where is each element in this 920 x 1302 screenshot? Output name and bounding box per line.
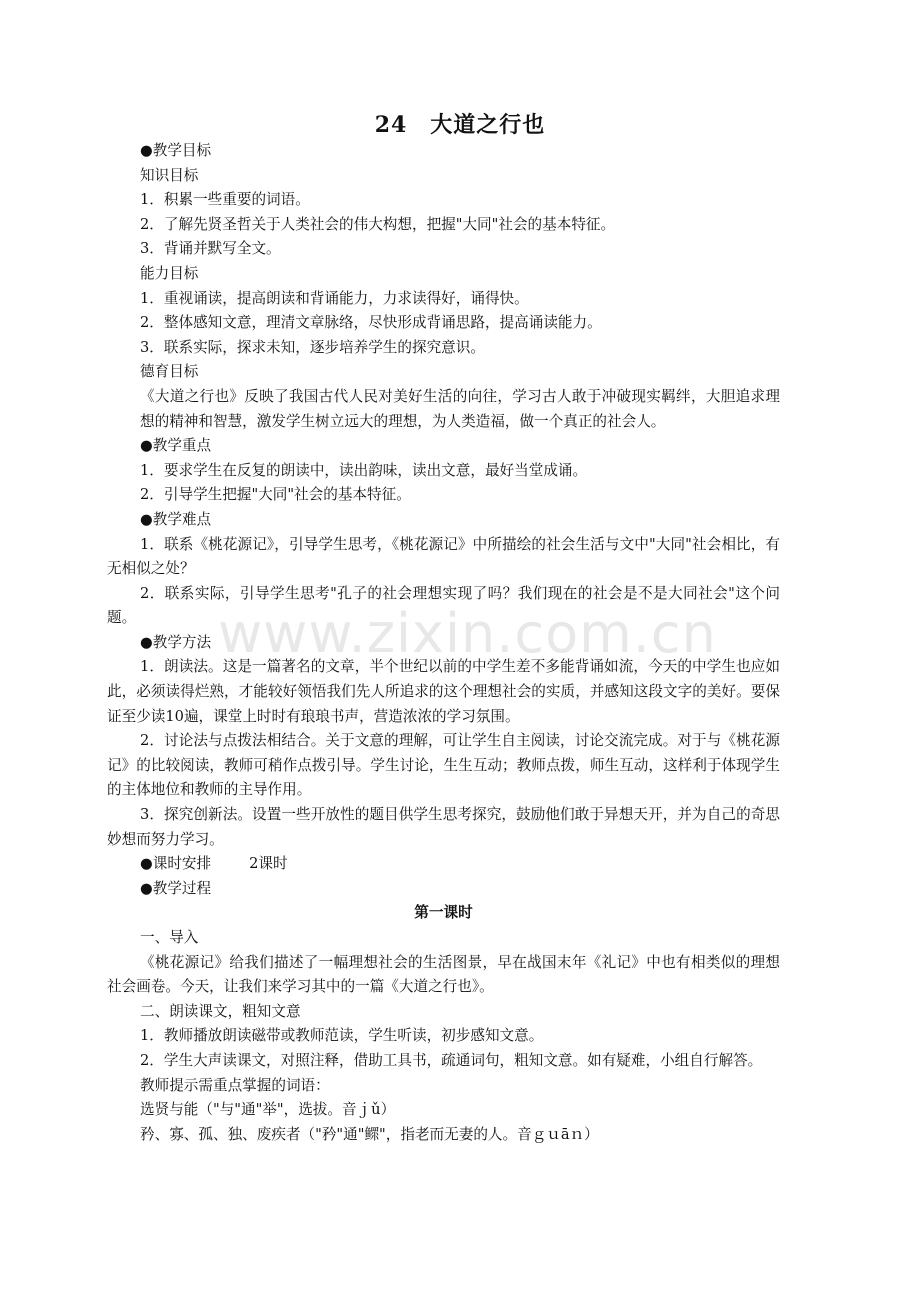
schedule-label: ●课时安排	[140, 855, 212, 873]
subheading-moral: 德育目标	[140, 363, 199, 381]
subheading-knowledge: 知识目标	[140, 166, 199, 184]
section-heading-difficulty: ●教学难点	[140, 510, 212, 528]
section-heading-method: ●教学方法	[140, 633, 212, 651]
list-item: 2．引导学生把握"大同"社会的基本特征。	[140, 486, 411, 504]
page-title: 24 大道之行也	[374, 112, 546, 138]
list-item: 3．探究创新法。设置一些开放性的题目供学生思考探究，鼓励他们敢于异想天开，并为自己的奇思妙想而努力学习。	[107, 806, 780, 848]
list-item: 3．联系实际，探求未知，逐步培养学生的探究意识。	[140, 338, 485, 356]
watermark: www.zixin.com.cn	[218, 602, 717, 665]
list-item: 1．教师播放朗读磁带或教师范读，学生听读，初步感知文意。	[140, 1027, 544, 1045]
hint-line: 教师提示需重点掌握的词语：	[140, 1076, 330, 1094]
subheading-reading: 二、朗读课文，粗知文意	[140, 1002, 301, 1020]
schedule-value: 2课时	[249, 855, 288, 873]
list-item: 1．朗读法。这是一篇著名的文章，半个世纪以前的中学生差不多能背诵如流，今天的中学生也应如此，必须读得烂熟，才能较好领悟我们先人所追求的这个理想社会的实质，并感知这段文字的美好。要保证至少读10遍，课堂上时时有琅琅书声，营造浓浓的学习氛围。	[107, 658, 780, 725]
list-item: 1．积累一些重要的词语。	[140, 191, 310, 209]
vocab-item: 矜、寡、孤、独、废疾者（"矜"通"鳏"，指老而无妻的人。音ｇｕāｎ）	[140, 1125, 599, 1143]
lesson-heading: 第一课时	[414, 904, 473, 922]
section-heading-process: ●教学过程	[140, 879, 212, 897]
list-item: 2．讨论法与点拨法相结合。关于文意的理解，可让学生自主阅读，讨论交流完成。对于与《桃花源记》的比较阅读，教师可稍作点拨引导。学生讨论，生生互动；教师点拨，师生互动，这样利于体现学生的主体地位和教师的主导作用。	[107, 732, 780, 799]
paragraph-moral: 《大道之行也》反映了我国古代人民对美好生活的向往，学习古人敢于冲破现实羁绊，大胆追求理想的精神和智慧，激发学生树立远大的理想，为人类造福，做一个真正的社会人。	[140, 387, 780, 430]
paragraph-intro: 《桃花源记》给我们描述了一幅理想社会的生活图景，早在战国末年《礼记》中也有相类似的理想社会画卷。今天，让我们来学习其中的一篇《大道之行也》。	[107, 953, 780, 996]
vocab-item: 选贤与能（"与"通"举"，选拔。音ｊǔ）	[140, 1101, 396, 1119]
list-item: 1．要求学生在反复的朗读中，读出韵味，读出文意，最好当堂成诵。	[140, 461, 588, 479]
list-item: 2．了解先贤圣哲关于人类社会的伟大构想，把握"大同"社会的基本特征。	[140, 215, 616, 233]
section-heading-goals: ●教学目标	[140, 142, 212, 159]
list-item: 1．联系《桃花源记》，引导学生思考，《桃花源记》中所描绘的社会生活与文中"大同"社会相比，有无相似之处？	[107, 535, 780, 578]
list-item: 3．背诵并默写全文。	[140, 240, 281, 258]
section-heading-focus: ●教学重点	[140, 437, 212, 455]
list-item: 1．重视诵读，提高朗读和背诵能力，力求读得好，诵得快。	[140, 289, 529, 307]
list-item: 2．联系实际，引导学生思考"孔子的社会理想实现了吗？我们现在的社会是不是大同社会"这个问题。	[107, 584, 780, 627]
list-item: 2．学生大声读课文，对照注释，借助工具书，疏通词句，粗知文意。如有疑难，小组自行解答。	[140, 1051, 763, 1069]
list-item: 2．整体感知文意，理清文章脉络，尽快形成背诵思路，提高诵读能力。	[140, 314, 602, 332]
subheading-ability: 能力目标	[140, 264, 199, 282]
subheading-intro: 一、导入	[140, 929, 199, 946]
schedule-line	[140, 852, 780, 877]
